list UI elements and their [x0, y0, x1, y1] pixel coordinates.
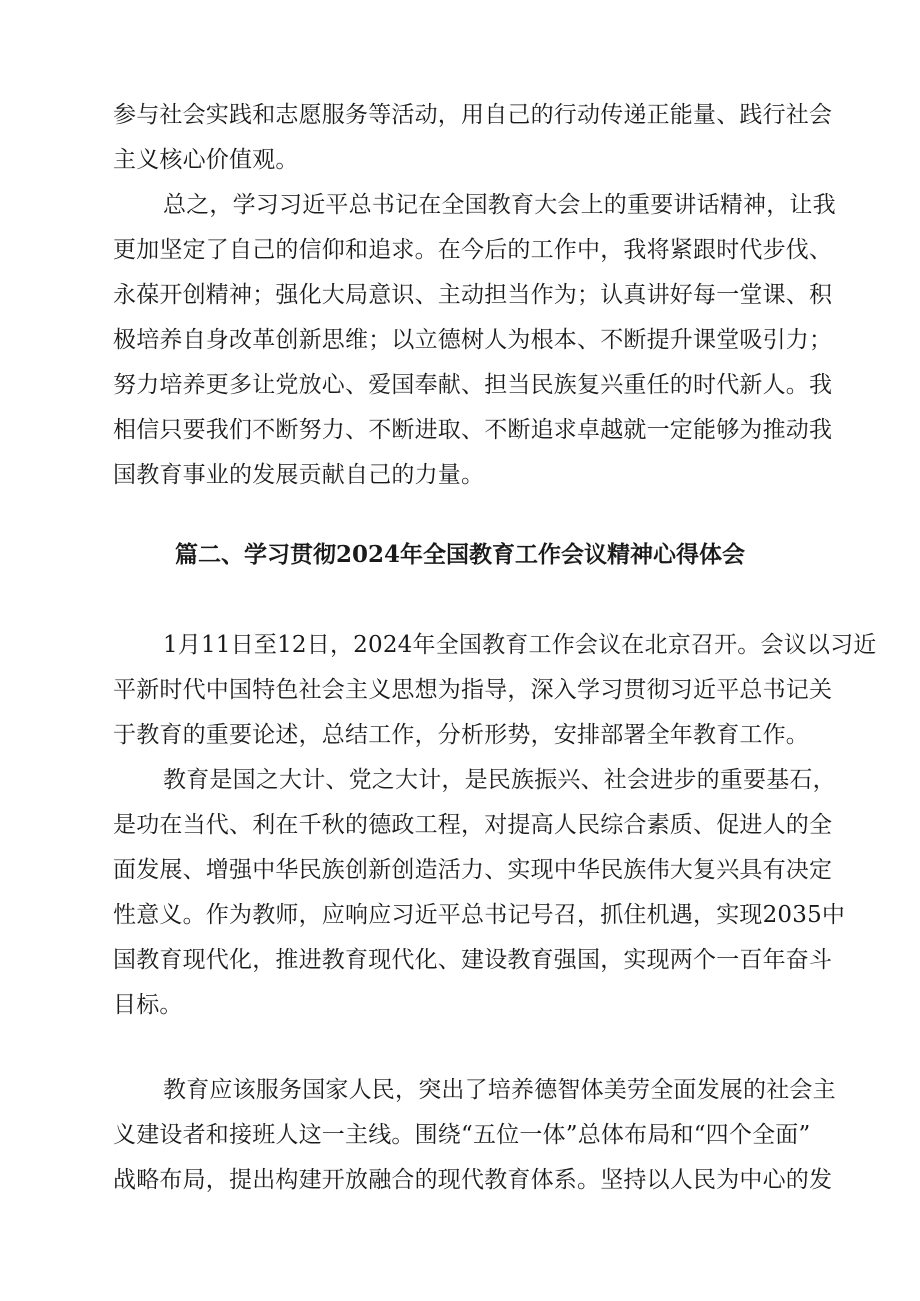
paragraph-line: 参与社会实践和志愿服务等活动，用自己的行动传递正能量、践行社会: [113, 102, 833, 128]
paragraph-line: 平新时代中国特色社会主义思想为指导，深入学习贯彻习近平总书记关: [113, 677, 833, 703]
paragraph-line: 更加坚定了自己的信仰和追求。在今后的工作中，我将紧跟时代步伐、: [113, 237, 833, 263]
paragraph-line: 面发展、增强中华民族创新创造活力、实现中华民族伟大复兴具有决定: [113, 857, 833, 883]
paragraph-line: 国教育事业的发展贡献自己的力量。: [113, 462, 485, 488]
paragraph-line: 相信只要我们不断努力、不断进取、不断追求卓越就一定能够为推动我: [113, 417, 833, 443]
paragraph-line: 国教育现代化，推进教育现代化、建设教育强国，实现两个一百年奋斗: [113, 947, 833, 973]
paragraph-line: 极培养自身改革创新思维；以立德树人为根本、不断提升课堂吸引力；: [113, 327, 833, 353]
paragraph-line: 性意义。作为教师，应响应习近平总书记号召，抓住机遇，实现2035中: [113, 902, 846, 928]
paragraph-line: 总之，学习习近平总书记在全国教育大会上的重要讲话精神，让我: [163, 192, 836, 218]
paragraph-line: 永葆开创精神；强化大局意识、主动担当作为；认真讲好每一堂课、积: [113, 282, 833, 308]
paragraph-line: 义建设者和接班人这一主线。围绕“五位一体”总体布局和“四个全面”: [113, 1122, 811, 1148]
paragraph-line: 于教育的重要论述，总结工作，分析形势，安排部署全年教育工作。: [113, 722, 809, 748]
section-heading: 篇二、学习贯彻2024年全国教育工作会议精神心得体会: [174, 541, 745, 568]
paragraph-line: 努力培养更多让党放心、爱国奉献、担当民族复兴重任的时代新人。我: [113, 372, 833, 398]
paragraph-line: 1月11日至12日，2024年全国教育工作会议在北京召开。会议以习近: [163, 632, 877, 658]
paragraph-line: 目标。: [113, 992, 183, 1018]
paragraph-line: 教育应该服务国家人民，突出了培养德智体美劳全面发展的社会主: [163, 1077, 836, 1103]
paragraph-line: 主义核心价值观。: [113, 147, 299, 173]
paragraph-line: 教育是国之大计、党之大计，是民族振兴、社会进步的重要基石，: [163, 767, 836, 793]
paragraph-line: 战略布局，提出构建开放融合的现代教育体系。坚持以人民为中心的发: [113, 1167, 833, 1193]
paragraph-line: 是功在当代、利在千秋的德政工程，对提高人民综合素质、促进人的全: [113, 812, 833, 838]
